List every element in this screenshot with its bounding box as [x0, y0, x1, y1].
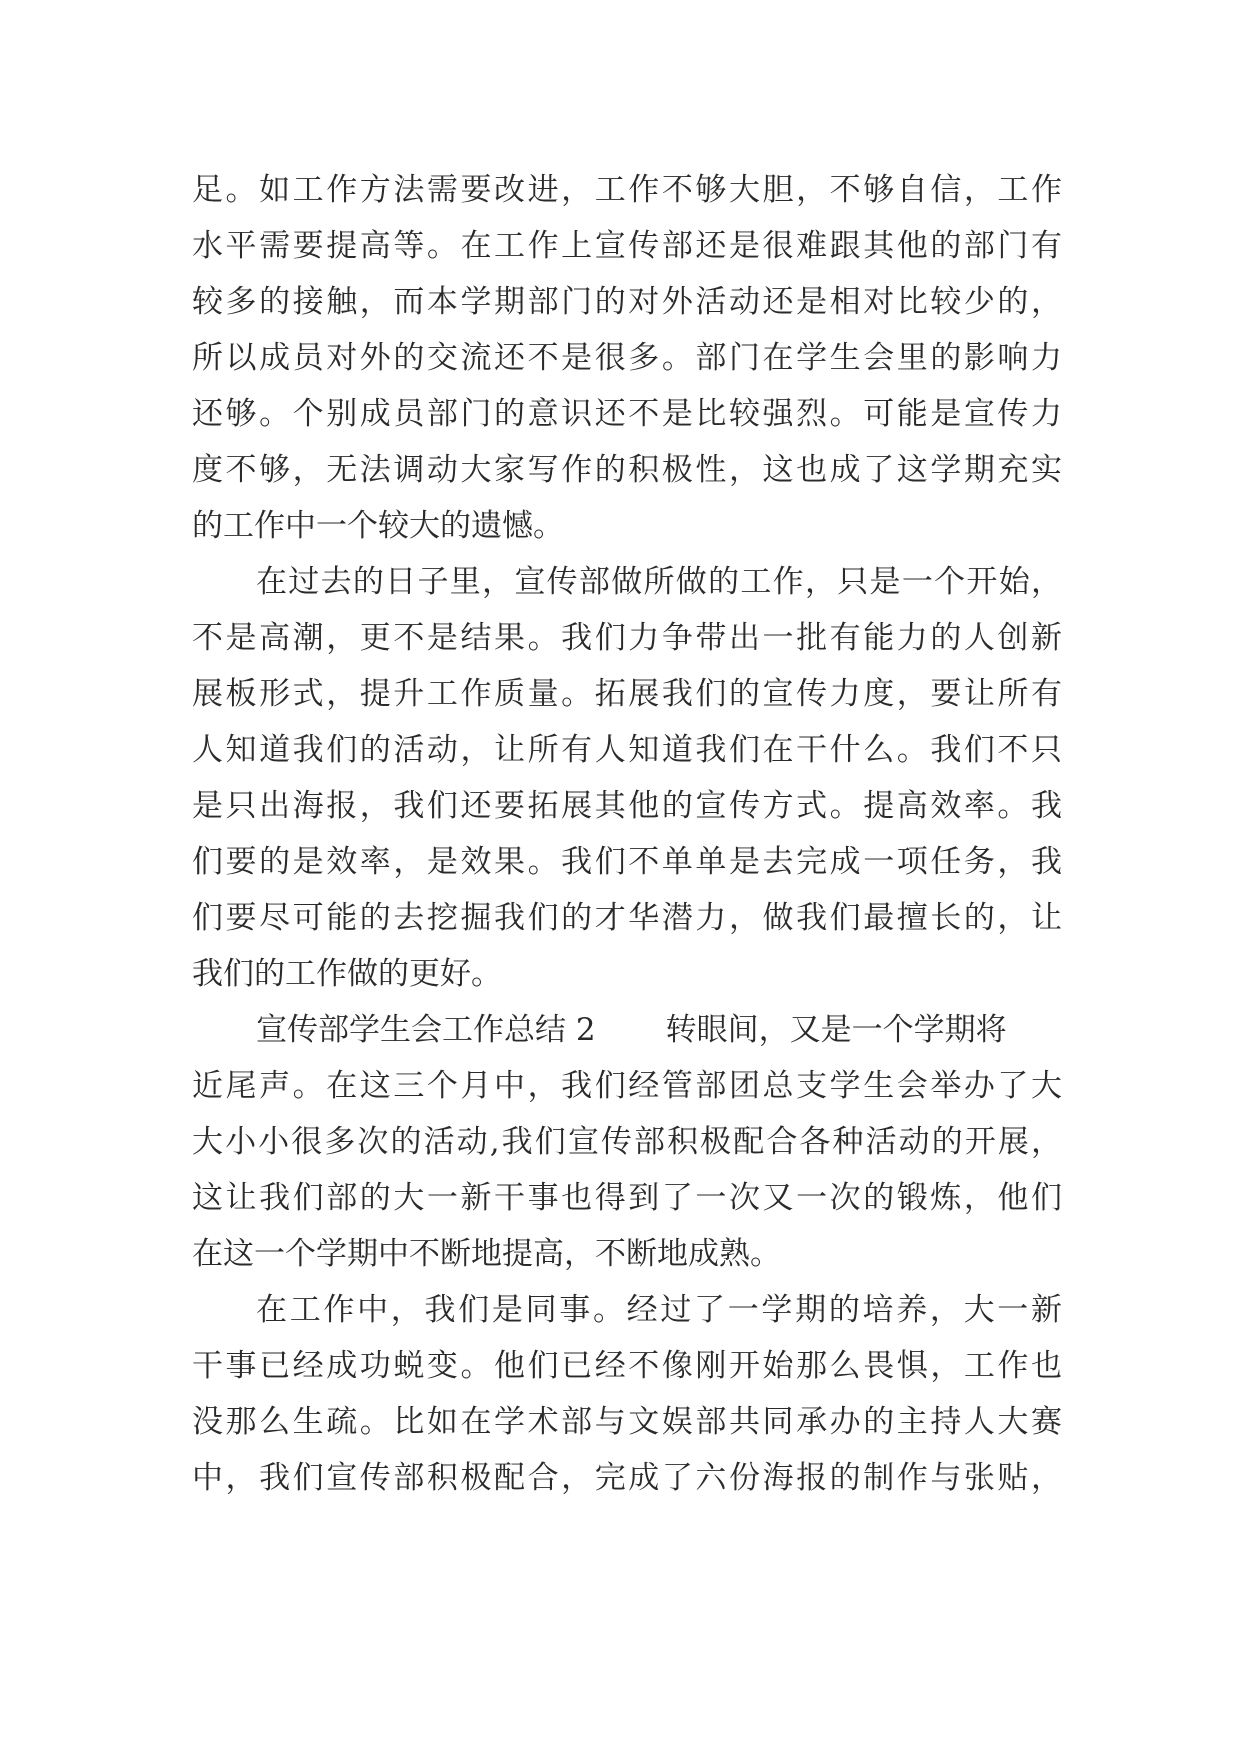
- paragraph-line: 这让我们部的大一新干事也得到了一次又一次的锻炼，他们: [192, 1180, 1062, 1216]
- paragraph-line: 们要尽可能的去挖掘我们的才华潜力，做我们最擅长的，让: [192, 900, 1062, 936]
- paragraph-line: 水平需要提高等。在工作上宣传部还是很难跟其他的部门有: [192, 228, 1062, 264]
- section-heading-line: [256, 1000, 1062, 1060]
- paragraph-line: 在过去的日子里，宣传部做所做的工作，只是一个开始，: [256, 564, 1062, 600]
- paragraph-line: 没那么生疏。比如在学术部与文娱部共同承办的主持人大赛: [192, 1404, 1062, 1440]
- paragraph-line: 度不够，无法调动大家写作的积极性，这也成了这学期充实: [192, 452, 1062, 488]
- paragraph-line: 的工作中一个较大的遗憾。: [192, 508, 564, 544]
- paragraph-line: 展板形式，提升工作质量。拓展我们的宣传力度，要让所有: [192, 676, 1062, 712]
- paragraph-line: 近尾声。在这三个月中，我们经管部团总支学生会举办了大: [192, 1068, 1062, 1104]
- paragraph-line: 还够。个别成员部门的意识还不是比较强烈。可能是宣传力: [192, 396, 1062, 432]
- section-heading-tail: 转眼间，又是一个学期将: [665, 1012, 1007, 1048]
- paragraph-line: 不是高潮，更不是结果。我们力争带出一批有能力的人创新: [192, 620, 1062, 656]
- paragraph-line: 在这一个学期中不断地提高，不断地成熟。: [192, 1236, 781, 1272]
- paragraph-line: 是只出海报，我们还要拓展其他的宣传方式。提高效率。我: [192, 788, 1062, 824]
- paragraph-line: 干事已经成功蜕变。他们已经不像刚开始那么畏惧，工作也: [192, 1348, 1062, 1384]
- paragraph-line: 中，我们宣传部积极配合，完成了六份海报的制作与张贴，: [192, 1460, 1062, 1496]
- paragraph-line: 人知道我们的活动，让所有人知道我们在干什么。我们不只: [192, 732, 1062, 768]
- paragraph-line: 在工作中，我们是同事。经过了一学期的培养，大一新: [256, 1292, 1062, 1328]
- paragraph-line: 所以成员对外的交流还不是很多。部门在学生会里的影响力: [192, 340, 1062, 376]
- paragraph-line: 大小小很多次的活动,我们宣传部积极配合各种活动的开展，: [192, 1124, 1062, 1160]
- paragraph-line: 我们的工作做的更好。: [192, 956, 502, 992]
- section-heading: 宣传部学生会工作总结 2: [256, 1012, 596, 1048]
- paragraph-line: 们要的是效率，是效果。我们不单单是去完成一项任务，我: [192, 844, 1062, 880]
- paragraph-line: 较多的接触，而本学期部门的对外活动还是相对比较少的，: [192, 284, 1062, 320]
- paragraph-line: 足。如工作方法需要改进，工作不够大胆，不够自信，工作: [192, 172, 1062, 208]
